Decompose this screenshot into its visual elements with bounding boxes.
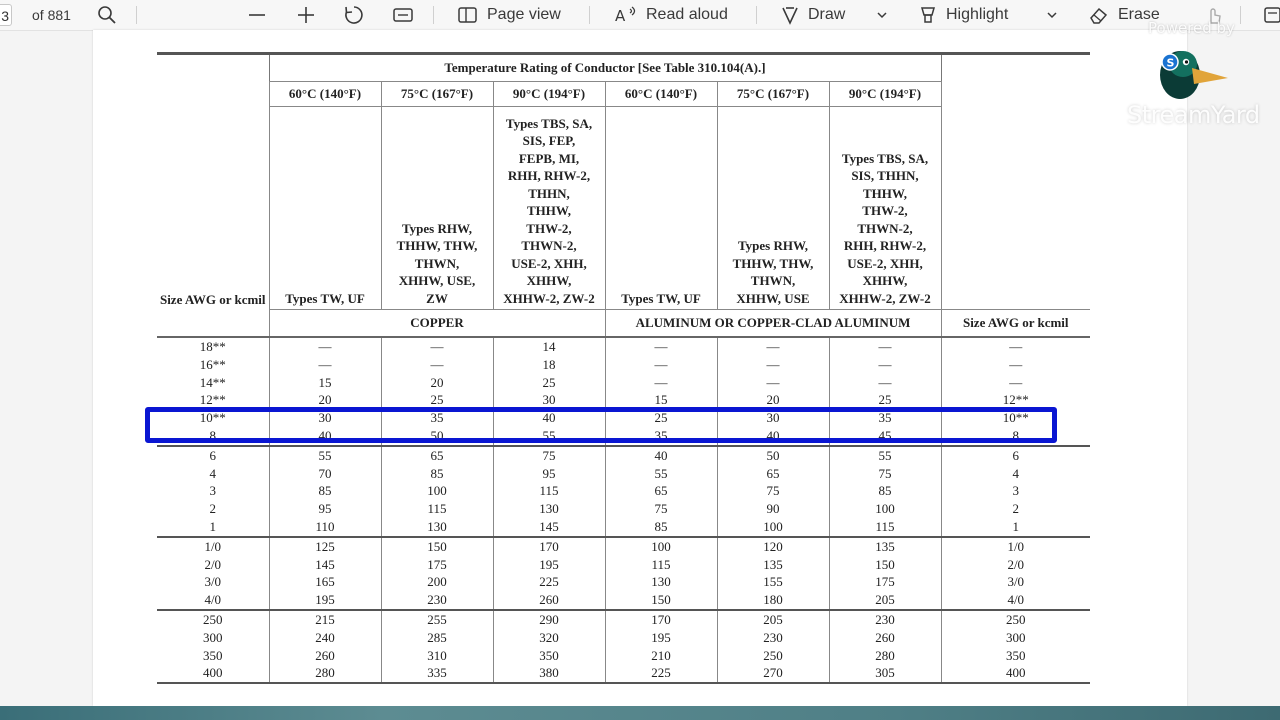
rotate-icon: [343, 4, 365, 26]
conductor-type-line: Types TW, UF: [285, 290, 365, 306]
ampacity-cell: 305: [829, 664, 941, 683]
draw-label: Draw: [808, 6, 846, 23]
ampacity-cell: 55: [269, 446, 381, 465]
ampacity-cell: —: [605, 356, 717, 374]
ampacity-cell: 135: [829, 537, 941, 556]
page-view-icon: [457, 5, 479, 25]
draw-button[interactable]: [780, 0, 845, 30]
ampacity-cell: 90: [717, 500, 829, 518]
conductor-type-line: FEPB, MI,: [518, 150, 580, 166]
highlight-options-dropdown[interactable]: [1046, 0, 1058, 30]
temperature-rating-header: Temperature Rating of Conductor [See Table 310.104(A).]: [269, 55, 941, 82]
ampacity-cell: —: [717, 356, 829, 374]
ampacity-cell: 285: [381, 629, 493, 647]
ampacity-cell: 260: [493, 591, 605, 610]
size-cell-right: 1/0: [941, 537, 1090, 556]
powered-by-label: Powered by: [1148, 19, 1235, 37]
size-cell-right: 8: [941, 427, 1090, 446]
ampacity-cell: 65: [381, 446, 493, 465]
ampacity-cell: 145: [493, 518, 605, 537]
conductor-type-line: THHW,: [527, 203, 571, 218]
ampacity-cell: 115: [605, 556, 717, 574]
table-row: [157, 356, 1090, 374]
conductor-type-line: XHHW, USE: [736, 290, 810, 306]
minus-icon: [247, 5, 267, 25]
conductor-type-line: RHH, RHW-2,: [843, 238, 927, 253]
size-cell: 1: [157, 518, 269, 537]
table-row: [157, 537, 1090, 556]
table-row: [157, 518, 1090, 537]
ampacity-cell: 230: [717, 629, 829, 647]
taskbar-strip: [0, 706, 1280, 720]
ampacity-cell: 195: [269, 591, 381, 610]
size-cell: 3/0: [204, 574, 222, 590]
ampacity-cell: 135: [717, 556, 829, 574]
read-aloud-button[interactable]: [614, 0, 728, 30]
ampacity-cell: 180: [717, 591, 829, 610]
size-cell: 14**: [199, 374, 226, 390]
ampacity-cell: 210: [605, 647, 717, 665]
ampacity-cell: —: [717, 337, 829, 356]
ampacity-cell: 20: [717, 391, 829, 409]
page-view-label: Page view: [487, 6, 561, 23]
ampacity-cell: 55: [605, 465, 717, 483]
ampacity-cell: 215: [269, 610, 381, 629]
conductor-type-line: THHW,: [863, 185, 907, 201]
size-cell-right: 1: [941, 518, 1090, 537]
size-cell-right: —: [941, 337, 1090, 356]
conductor-type-line: THWN-2,: [521, 238, 577, 253]
rotate-button[interactable]: [343, 0, 365, 30]
size-cell: 400: [157, 664, 269, 683]
fit-page-button[interactable]: [392, 0, 414, 30]
ampacity-cell: 320: [493, 629, 605, 647]
table-row: [157, 500, 1090, 518]
size-cell-right: 4/0: [941, 591, 1090, 610]
conductor-types-4: [717, 107, 829, 310]
toolbar-divider: [433, 6, 434, 24]
table-row: [157, 446, 1090, 465]
size-cell: 4/0: [157, 591, 269, 610]
svg-text:S: S: [1166, 56, 1175, 70]
size-cell-right: 350: [941, 647, 1090, 665]
size-cell: 16**: [199, 356, 226, 372]
conductor-type-line: Types TW, UF: [621, 290, 701, 306]
ampacity-cell: 70: [269, 465, 381, 483]
ampacity-cell: 115: [829, 518, 941, 537]
size-cell: 300: [203, 629, 223, 645]
size-cell: 4: [209, 465, 216, 481]
ampacity-cell: 40: [605, 446, 717, 465]
ampacity-cell: 155: [717, 573, 829, 591]
ampacity-cell: 100: [605, 537, 717, 556]
temperature-header-4: 75°C (167°F): [717, 82, 829, 107]
ampacity-cell: 30: [269, 409, 381, 427]
size-cell: 8: [157, 427, 269, 446]
plus-icon: [296, 5, 316, 25]
ampacity-cell: 25: [381, 391, 493, 409]
ampacity-cell: 115: [381, 500, 493, 518]
ampacity-cell: 15: [269, 374, 381, 392]
streamyard-brand: StreamYard: [1127, 101, 1260, 129]
ampacity-cell: 175: [829, 573, 941, 591]
ampacity-cell: 260: [829, 629, 941, 647]
ampacity-cell: 30: [493, 391, 605, 409]
search-icon: [97, 5, 117, 25]
ampacity-cell: 250: [717, 647, 829, 665]
ampacity-cell: 335: [381, 664, 493, 683]
ampacity-cell: 205: [829, 591, 941, 610]
ampacity-cell: 75: [829, 465, 941, 483]
zoom-out-button[interactable]: [247, 0, 267, 30]
conductor-types-1: [381, 107, 493, 310]
aluminum-group-label: ALUMINUM OR COPPER-CLAD ALUMINUM: [605, 310, 941, 338]
ampacity-cell: 35: [829, 409, 941, 427]
read-aloud-icon: [614, 5, 638, 25]
table-row: [157, 591, 1090, 610]
table-row: [157, 465, 1090, 483]
conductor-type-line: XHHW-2, ZW-2: [839, 290, 931, 306]
ampacity-cell: 230: [381, 591, 493, 610]
table-row: [157, 610, 1090, 629]
ampacity-cell: 100: [717, 518, 829, 537]
toolbar-divider: [136, 6, 137, 24]
conductor-type-line: THW-2,: [862, 203, 908, 218]
conductor-type-line: XHHW,: [862, 273, 908, 288]
ampacity-cell: 150: [829, 556, 941, 574]
size-cell: 18**: [199, 339, 226, 354]
ampacity-cell: 170: [493, 537, 605, 556]
ampacity-cell: 95: [493, 465, 605, 483]
svg-text:A: A: [615, 7, 626, 25]
conductor-type-line: THWN,: [414, 255, 460, 271]
ampacity-cell: 100: [829, 500, 941, 518]
table-row: [157, 556, 1090, 574]
size-column-header-right: Size AWG or kcmil: [941, 310, 1090, 338]
conductor-type-line: THHW, THW,: [732, 255, 814, 271]
conductor-type-line: XHHW,: [526, 273, 572, 288]
ampacity-cell: 50: [717, 446, 829, 465]
ampacity-cell: —: [381, 337, 493, 356]
ampacity-cell: 85: [605, 518, 717, 537]
ampacity-cell: 40: [717, 427, 829, 446]
size-cell-right: 2: [941, 500, 1090, 518]
ampacity-cell: 130: [493, 500, 605, 518]
size-cell: 3: [209, 483, 216, 499]
copper-group-label: COPPER: [269, 310, 605, 338]
highlight-rectangle: [145, 407, 1057, 443]
ampacity-cell: 100: [381, 482, 493, 500]
table-row: [157, 629, 1090, 647]
ampacity-cell: 75: [605, 500, 717, 518]
size-cell: 12**: [199, 392, 226, 408]
toolbar-divider: [589, 6, 590, 24]
table-row: [157, 374, 1090, 392]
ampacity-cell: 85: [381, 465, 493, 483]
ampacity-cell: 15: [605, 391, 717, 409]
draw-icon: [780, 5, 800, 25]
ampacity-cell: 55: [829, 446, 941, 465]
conductor-types-3: [605, 107, 717, 310]
size-cell-right: 12**: [941, 391, 1090, 409]
ampacity-cell: 130: [605, 573, 717, 591]
conductor-type-line: SIS, THHN,: [851, 168, 919, 183]
ampacity-cell: 14: [493, 337, 605, 356]
ampacity-cell: 65: [717, 465, 829, 483]
ampacity-cell: 165: [269, 573, 381, 591]
ampacity-cell: 225: [605, 664, 717, 683]
table-row: [157, 482, 1090, 500]
ampacity-cell: 45: [829, 427, 941, 446]
conductor-type-line: USE-2, XHH,: [847, 255, 923, 271]
size-cell-right: —: [941, 356, 1090, 374]
ampacity-table-grid: [157, 52, 1090, 684]
ampacity-cell: 260: [269, 647, 381, 665]
ampacity-cell: 270: [717, 664, 829, 683]
size-cell-right: 4: [941, 465, 1090, 483]
size-cell-right: 6: [941, 446, 1090, 465]
size-cell: 1/0: [204, 538, 222, 554]
ampacity-cell: —: [829, 337, 941, 356]
table-row: [157, 647, 1090, 665]
temperature-header-2: 90°C (194°F): [493, 82, 605, 107]
erase-label: Erase: [1118, 6, 1160, 23]
temperature-header-5: 90°C (194°F): [829, 82, 941, 107]
conductor-type-line: Types TBS, SA,: [841, 150, 929, 166]
conductor-type-line: THWN,: [750, 273, 796, 288]
temperature-header-0: 60°C (140°F): [269, 82, 381, 107]
ampacity-cell: 55: [493, 427, 605, 446]
size-cell-right: 250: [941, 610, 1090, 629]
chevron-down-icon: [876, 9, 888, 21]
size-cell: 250: [203, 611, 223, 627]
ampacity-cell: —: [605, 337, 717, 356]
size-cell: 10**: [199, 410, 226, 426]
ampacity-cell: 30: [717, 409, 829, 427]
ampacity-table: [157, 52, 1090, 684]
conductor-type-line: Types RHW,: [401, 220, 473, 236]
table-row: [157, 573, 1090, 591]
ampacity-cell: 75: [717, 482, 829, 500]
conductor-types-2: [493, 107, 605, 310]
page-total: of 881: [32, 7, 71, 23]
ampacity-cell: 380: [493, 664, 605, 683]
temperature-header-3: 60°C (140°F): [605, 82, 717, 107]
header-spacer: [157, 310, 269, 338]
size-cell: 6: [209, 447, 216, 463]
ampacity-cell: 130: [381, 518, 493, 537]
ampacity-cell: 25: [605, 409, 717, 427]
conductor-type-line: THHW, THW,: [396, 238, 478, 253]
page-number-input[interactable]: 3: [0, 4, 12, 26]
ampacity-cell: —: [605, 374, 717, 392]
ampacity-cell: —: [269, 337, 381, 356]
conductor-type-line: THHN,: [528, 185, 570, 201]
size-cell-right: 2/0: [941, 556, 1090, 574]
chevron-down-icon: [1046, 9, 1058, 21]
ampacity-cell: 50: [381, 427, 493, 446]
ampacity-cell: 40: [269, 427, 381, 446]
ampacity-cell: 120: [717, 537, 829, 556]
size-cell: 2: [209, 501, 216, 517]
ampacity-cell: 175: [381, 556, 493, 574]
ampacity-cell: 20: [269, 391, 381, 409]
ampacity-cell: 125: [269, 537, 381, 556]
ampacity-cell: 25: [829, 391, 941, 409]
toolbar-divider: [756, 6, 757, 24]
ampacity-cell: 150: [605, 591, 717, 610]
conductor-type-line: USE-2, XHH,: [511, 255, 587, 271]
ampacity-cell: 230: [829, 610, 941, 629]
ampacity-cell: 255: [381, 610, 493, 629]
size-cell-right: 3/0: [941, 573, 1090, 591]
highlight-label: Highlight: [946, 6, 1009, 23]
page-view-button[interactable]: [457, 0, 561, 30]
ampacity-cell: —: [829, 356, 941, 374]
ampacity-cell: 35: [381, 409, 493, 427]
ampacity-cell: —: [381, 356, 493, 374]
ampacity-cell: 225: [493, 573, 605, 591]
size-cell-right: 400: [941, 664, 1090, 683]
highlight-button[interactable]: [918, 0, 1008, 30]
ampacity-cell: 95: [269, 500, 381, 518]
read-aloud-label: Read aloud: [646, 6, 728, 23]
ampacity-cell: —: [269, 356, 381, 374]
ampacity-cell: 280: [269, 664, 381, 683]
conductor-type-line: Types RHW,: [737, 238, 809, 253]
ampacity-cell: 350: [493, 647, 605, 665]
ampacity-cell: 240: [269, 629, 381, 647]
highlighter-icon: [918, 5, 938, 25]
conductor-type-line: RHH, RHW-2,: [507, 168, 591, 183]
ampacity-cell: 65: [605, 482, 717, 500]
ampacity-cell: 110: [269, 518, 381, 537]
size-cell-right: 10**: [941, 409, 1090, 427]
ampacity-cell: 145: [269, 556, 381, 574]
size-column-header: Size AWG or kcmil: [159, 291, 266, 307]
conductor-type-line: XHHW, USE,: [398, 273, 476, 288]
ampacity-cell: 20: [381, 374, 493, 392]
ampacity-cell: 150: [381, 537, 493, 556]
ampacity-cell: 280: [829, 647, 941, 665]
ampacity-cell: 85: [829, 482, 941, 500]
size-column-header-right-spacer: [941, 55, 1090, 310]
ampacity-cell: 115: [493, 482, 605, 500]
conductor-type-line: THW-2,: [526, 220, 572, 236]
size-cell-right: 300: [941, 629, 1090, 647]
draw-options-dropdown[interactable]: [876, 0, 888, 30]
size-cell: 350: [203, 647, 223, 663]
ampacity-cell: —: [829, 374, 941, 392]
ampacity-cell: 290: [493, 610, 605, 629]
temperature-header-1: 75°C (167°F): [381, 82, 493, 107]
conductor-types-5: [829, 107, 941, 310]
ampacity-cell: 170: [605, 610, 717, 629]
eraser-icon: [1088, 5, 1110, 25]
table-row: [157, 337, 1090, 356]
ampacity-cell: 200: [381, 573, 493, 591]
conductor-types-0: [269, 107, 381, 310]
conductor-type-line: Types TBS, SA,: [505, 115, 593, 131]
size-cell: 2/0: [204, 556, 222, 572]
ampacity-cell: 35: [605, 427, 717, 446]
conductor-type-line: XHHW-2, ZW-2: [503, 290, 595, 306]
conductor-type-line: ZW: [426, 290, 448, 306]
ampacity-cell: 40: [493, 409, 605, 427]
size-cell-right: —: [941, 374, 1090, 392]
ampacity-cell: 310: [381, 647, 493, 665]
fit-width-icon: [392, 5, 414, 25]
ampacity-cell: 195: [605, 629, 717, 647]
zoom-in-button[interactable]: [296, 0, 316, 30]
conductor-type-line: THWN-2,: [857, 220, 913, 236]
ampacity-cell: 25: [493, 374, 605, 392]
search-button[interactable]: [97, 0, 117, 30]
ampacity-cell: 18: [493, 356, 605, 374]
pdf-toolbar: [0, 0, 1280, 31]
conductor-type-line: SIS, FEP,: [522, 133, 576, 148]
size-cell-right: 3: [941, 482, 1090, 500]
ampacity-cell: —: [717, 374, 829, 392]
ampacity-cell: 75: [493, 446, 605, 465]
ampacity-cell: 195: [493, 556, 605, 574]
ampacity-cell: 205: [717, 610, 829, 629]
ampacity-cell: 85: [269, 482, 381, 500]
table-row: [157, 664, 1090, 683]
